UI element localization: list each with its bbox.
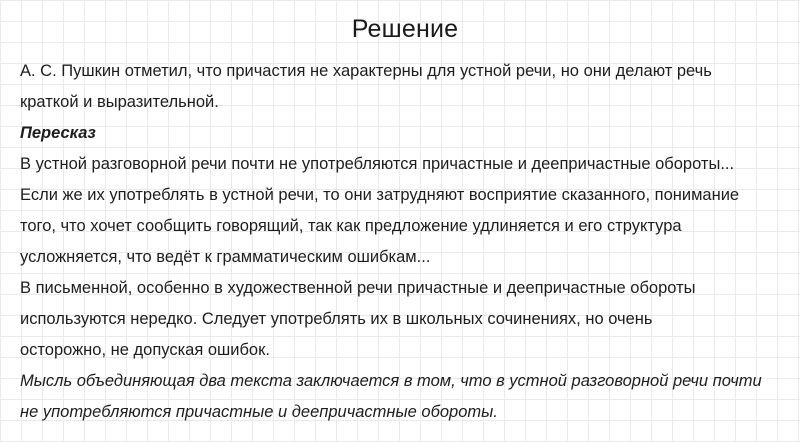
- solution-text: [20, 56, 790, 428]
- intro-line-1: А. С. Пушкин отметил, что причастия не характерны для устной речи, но они делают речь: [20, 62, 712, 80]
- intro-line-2: краткой и выразительной.: [20, 93, 219, 111]
- retelling-line-4: усложняется, что ведёт к грамматическим ошибкам...: [20, 248, 431, 266]
- retelling-line-7: осторожно, не допуская ошибок.: [20, 341, 270, 359]
- page-title: Решение: [351, 15, 459, 43]
- retelling-line-3: того, что хочет сообщить говорящий, так как предложение удлиняется и его структура: [20, 217, 682, 235]
- conclusion-line-1: Мысль объединяющая два текста заключается в том, что в устной разговорной речи почти: [20, 372, 762, 390]
- conclusion-line-2: не употребляются причастные и деепричастные обороты.: [20, 403, 498, 421]
- retelling-line-1: В устной разговорной речи почти не употребляются причастные и деепричастные обороты...: [20, 155, 735, 173]
- retelling-line-2: Если же их употреблять в устной речи, то они затрудняют восприятие сказанного, понимание: [20, 186, 740, 204]
- retelling-line-5: В письменной, особенно в художественной речи причастные и деепричастные обороты: [20, 279, 696, 297]
- retelling-heading: Пересказ: [20, 124, 96, 142]
- retelling-line-6: используются нередко. Следует употреблять их в школьных сочинениях, но очень: [20, 310, 653, 328]
